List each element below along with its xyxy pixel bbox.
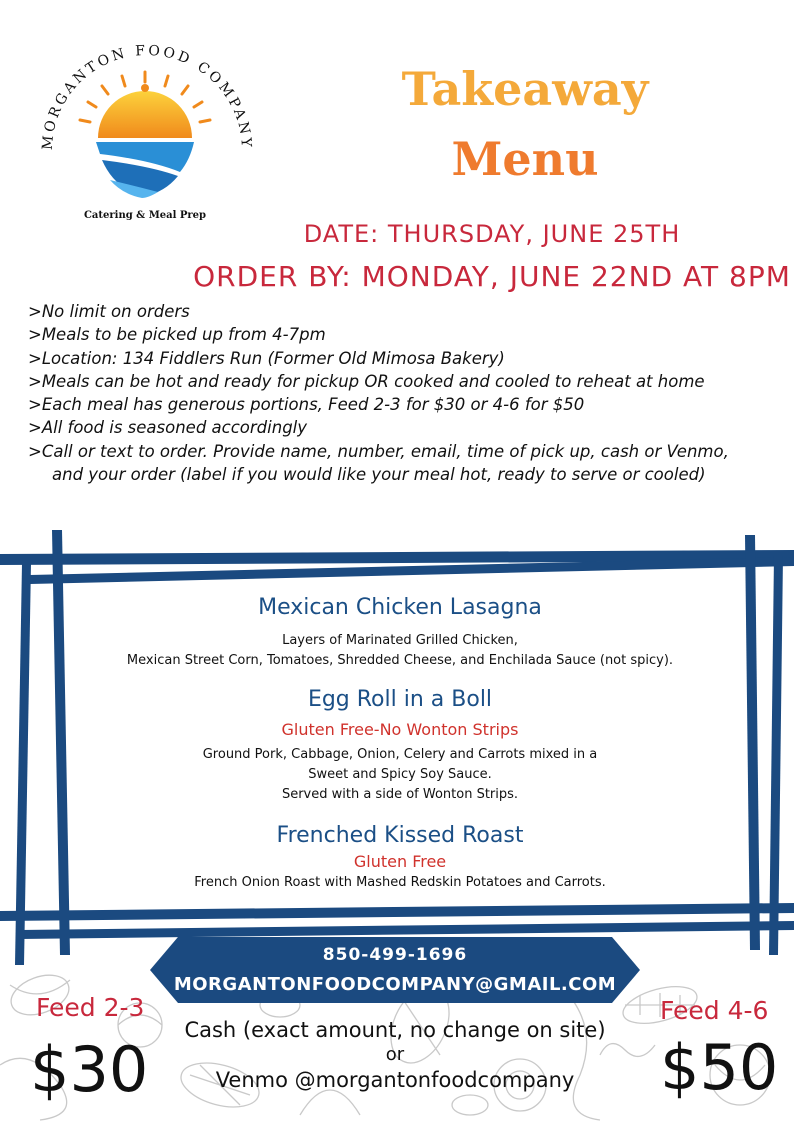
info-item: >Meals can be hot and ready for pickup OR cooked and cooled to reheat at home <box>28 371 705 391</box>
payment-venmo: Venmo @morgantonfoodcompany <box>215 1068 575 1092</box>
feed-large-price: $50 <box>660 1031 779 1104</box>
dish-name: Frenched Kissed Roast <box>276 823 524 848</box>
contact-phone[interactable]: 850-499-1696 <box>322 945 468 965</box>
order-deadline: ORDER BY: MONDAY, JUNE 22ND AT 8PM <box>193 260 791 293</box>
menu-title-line2: Menu <box>451 132 599 186</box>
menu-items <box>60 593 740 893</box>
dish-description: Served with a side of Wonton Strips. <box>281 787 519 802</box>
contact-email[interactable]: MORGANTONFOODCOMPANY@GMAIL.COM <box>173 974 617 995</box>
info-item: >Each meal has generous portions, Feed 2-3 for $30 or 4-6 for $50 <box>28 395 585 415</box>
payment-or: or <box>385 1044 405 1065</box>
feed-small-label: Feed 2-3 <box>36 993 145 1022</box>
dish-name: Mexican Chicken Lasagna <box>258 595 542 620</box>
menu-title-line1: Takeaway <box>401 62 649 116</box>
dish-dietary-note: Gluten Free-No Wonton Strips <box>281 720 519 739</box>
info-item: and your order (label if you would like your meal hot, ready to serve or cooled) <box>52 465 706 485</box>
dish-frenched-kissed-roast <box>60 821 740 893</box>
logo-tagline: Catering & Meal Prep <box>83 210 207 221</box>
event-date: DATE: THURSDAY, JUNE 25TH <box>303 220 681 248</box>
company-logo <box>30 30 260 230</box>
payment-methods <box>150 1015 640 1095</box>
order-info-list <box>28 300 788 486</box>
payment-cash: Cash (exact amount, no change on site) <box>184 1018 606 1042</box>
feed-small-price: $30 <box>30 1033 149 1106</box>
dish-description: Layers of Marinated Grilled Chicken, <box>282 633 518 648</box>
dish-mexican-chicken-lasagna <box>60 593 740 671</box>
info-item: >All food is seasoned accordingly <box>28 418 308 438</box>
dish-description: Sweet and Spicy Soy Sauce. <box>308 767 492 782</box>
info-item: >Location: 134 Fiddlers Run (Former Old Mimosa Bakery) <box>28 348 505 368</box>
dish-description: Mexican Street Corn, Tomatoes, Shredded Cheese, and Enchilada Sauce (not spicy). <box>126 653 674 668</box>
feed-large-label: Feed 4-6 <box>660 996 769 1025</box>
dish-name: Egg Roll in a Boll <box>307 687 493 712</box>
dish-description: Ground Pork, Cabbage, Onion, Celery and Carrots mixed in a <box>202 747 598 762</box>
dish-dietary-note: Gluten Free <box>353 852 447 871</box>
logo-arc-text: MORGANTON FOOD COMPANY <box>39 42 255 151</box>
info-item: >No limit on orders <box>28 302 190 321</box>
info-item: >Call or text to order. Provide name, number, email, time of pick up, cash or Venmo, <box>28 441 729 461</box>
dish-description: French Onion Roast with Mashed Redskin Potatoes and Carrots. <box>194 875 606 890</box>
info-item: >Meals to be picked up from 4-7pm <box>28 325 326 345</box>
dish-egg-roll-in-a-boll <box>60 685 740 805</box>
